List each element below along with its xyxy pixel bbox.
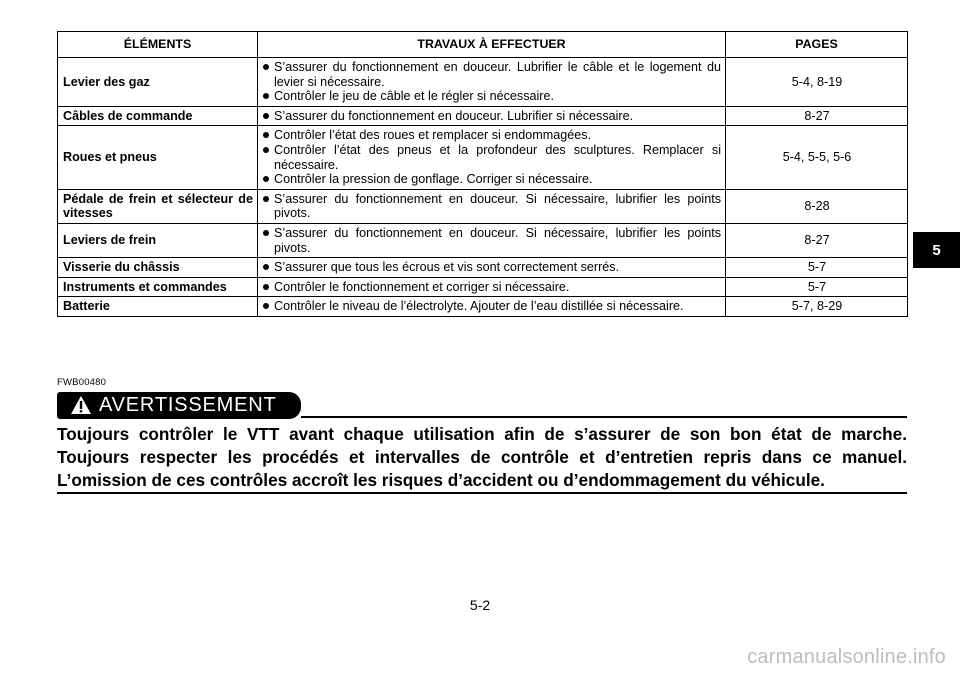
table-row — [58, 58, 908, 107]
task-text: S’assurer du fonctionnement en douceur. Si nécessaire, lubrifier les points pivots. — [274, 191, 721, 221]
task-item — [263, 172, 721, 187]
pages-cell: 8-27 — [726, 106, 908, 126]
warning-text: Toujours contrôler le VTT avant chaque utilisation afin de s’assurer de son bon état de marche. Toujours respecter les procédés et intervalles de contrôle et d’entretien repris dans ce manuel. L’omission de ces contrôles accroît les risques d’accident ou d’endommagement du véhicule. — [57, 424, 907, 490]
tasks-cell — [258, 258, 726, 278]
table-row — [58, 223, 908, 257]
task-text: S’assurer du fonctionnement en douceur. Lubrifier le câble et le logement du levier si nécessaire. — [274, 60, 721, 89]
bullet-icon — [263, 230, 269, 236]
warning-rule — [301, 416, 907, 418]
watermark: carmanualsonline.info — [747, 646, 946, 668]
bullet-icon — [263, 303, 269, 309]
task-item — [263, 128, 721, 143]
table-row — [58, 277, 908, 297]
bullet-icon — [263, 147, 269, 153]
element-cell: Batterie — [58, 297, 258, 317]
task-item — [263, 60, 721, 89]
element-cell: Levier des gaz — [58, 58, 258, 107]
task-item — [263, 299, 721, 314]
warning-header — [57, 392, 907, 422]
warning-badge — [57, 392, 301, 419]
task-text: S’assurer du fonctionnement en douceur. Si nécessaire, lubrifier les points pivots. — [274, 225, 721, 255]
element-cell: Câbles de commande — [58, 106, 258, 126]
bullet-icon — [263, 196, 269, 202]
task-text: Contrôler l’état des pneus et la profondeur des sculptures. Remplacer si nécessaire. — [274, 142, 721, 172]
header-elements: ÉLÉMENTS — [58, 32, 258, 58]
table-row — [58, 126, 908, 189]
task-item — [263, 226, 721, 255]
bullet-icon — [263, 132, 269, 138]
element-cell: Instruments et commandes — [58, 277, 258, 297]
pages-cell: 5-7 — [726, 258, 908, 278]
task-item — [263, 280, 721, 295]
bullet-icon — [263, 176, 269, 182]
table-row — [58, 106, 908, 126]
tasks-cell — [258, 223, 726, 257]
bullet-icon — [263, 284, 269, 290]
bullet-icon — [263, 264, 269, 270]
task-item — [263, 89, 721, 104]
table-row — [58, 297, 908, 317]
task-text: Contrôler l’état des roues et remplacer si endommagées. — [274, 128, 592, 143]
pages-cell: 5-4, 5-5, 5-6 — [726, 126, 908, 189]
task-item — [263, 192, 721, 221]
warning-label: AVERTISSEMENT — [99, 394, 277, 416]
header-tasks: TRAVAUX À EFFECTUER — [258, 32, 726, 58]
chapter-tab: 5 — [913, 232, 960, 268]
tasks-cell — [258, 58, 726, 107]
tasks-cell — [258, 126, 726, 189]
table-body — [58, 58, 908, 317]
element-cell: Visserie du châssis — [58, 258, 258, 278]
task-text: S’assurer que tous les écrous et vis sont correctement serrés. — [274, 260, 620, 275]
reference-code: FWB00480 — [57, 377, 107, 388]
task-text: Contrôler le fonctionnement et corriger si nécessaire. — [274, 279, 570, 294]
pages-cell: 5-4, 8-19 — [726, 58, 908, 107]
task-item — [263, 143, 721, 172]
tasks-cell — [258, 297, 726, 317]
pages-cell: 5-7, 8-29 — [726, 297, 908, 317]
element-cell: Roues et pneus — [58, 126, 258, 189]
element-cell: Pédale de frein et sélecteur de vitesses — [58, 189, 258, 223]
element-cell: Leviers de frein — [58, 223, 258, 257]
pages-cell: 8-28 — [726, 189, 908, 223]
table-row — [58, 189, 908, 223]
warning-bottom-rule — [57, 492, 907, 494]
bullet-icon — [263, 64, 269, 70]
task-text: Contrôler la pression de gonflage. Corriger si nécessaire. — [274, 172, 593, 187]
pages-cell: 8-27 — [726, 223, 908, 257]
tasks-cell — [258, 277, 726, 297]
tasks-cell — [258, 189, 726, 223]
task-text: Contrôler le jeu de câble et le régler si nécessaire. — [274, 89, 555, 104]
warning-triangle-icon — [70, 395, 92, 415]
table-row — [58, 258, 908, 278]
bullet-icon — [263, 113, 269, 119]
pages-cell: 5-7 — [726, 277, 908, 297]
task-item — [263, 109, 721, 124]
table-header-row — [58, 32, 908, 58]
task-item — [263, 260, 721, 275]
bullet-icon — [263, 93, 269, 99]
header-pages: PAGES — [726, 32, 908, 58]
tasks-cell — [258, 106, 726, 126]
task-text: Contrôler le niveau de l’électrolyte. Ajouter de l’eau distillée si nécessaire. — [274, 299, 684, 314]
task-text: S’assurer du fonctionnement en douceur. Lubrifier si nécessaire. — [274, 108, 634, 123]
page-number: 5-2 — [469, 597, 491, 613]
maintenance-table — [57, 31, 908, 317]
